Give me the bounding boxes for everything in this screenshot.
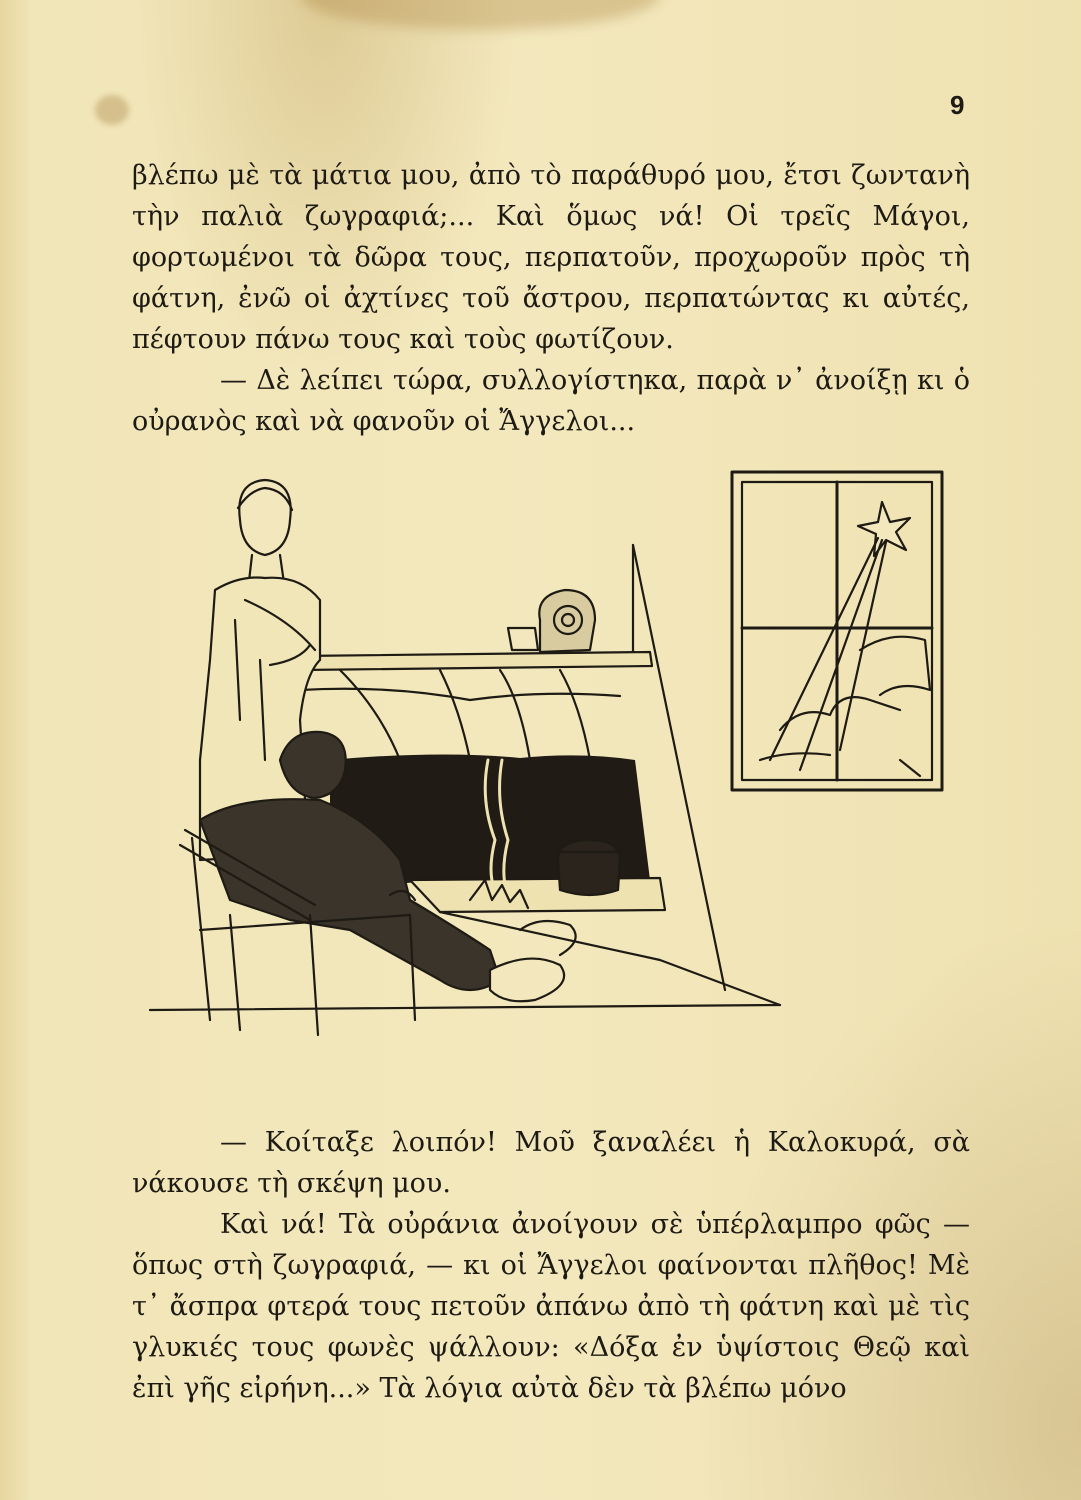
bottom-text	[132, 1122, 970, 1409]
fireplace-illustration	[140, 460, 960, 1070]
paragraph-3: — Κοίταξε λοιπόν! Μοῦ ξαναλέει ἡ Καλοκυρά, σὰ νάκουσε τὴ σκέψη μου.	[132, 1127, 970, 1199]
paragraph-1: βλέπω μὲ τὰ μάτια μου, ἀπὸ τὸ παράθυρό μου, ἔτσι ζωντανὴ τὴν παλιὰ ζωγραφιά;... Καὶ ὅμως νά! Οἱ τρεῖς Μάγοι, φορτωμένοι τὰ δῶρα τους, περπατοῦν, προχωροῦν πρὸς τὴ φάτνη, ἐνῶ οἱ ἀχτίνες τοῦ ἄστρου, περπατώντας κι αὐτές, πέφτουν πάνω τους καὶ τοὺς φωτίζουν.	[132, 160, 970, 355]
paragraph-2: — Δὲ λείπει τώρα, συλλογίστηκα, παρὰ ν᾿ ἀνοίξῃ κι ὁ οὐρανὸς καὶ νὰ φανοῦν οἱ Ἄγγελοι...	[132, 365, 970, 437]
page-number: 9	[950, 90, 965, 120]
paragraph-4: Καὶ νά! Τὰ οὐράνια ἀνοίγουν σὲ ὑπέρλαμπρο φῶς — ὅπως στὴ ζωγραφιά, — κι οἱ Ἄγγελοι φαίνονται πλῆθος! Μὲ τ᾿ ἄσπρα φτερά τους πετοῦν ἀπάνω ἀπὸ τὴ φάτνη καὶ μὲ τὶς γλυκιές τους φωνὲς ψάλλουν: «Δόξα ἐν ὑψίστοις Θεῷ καὶ ἐπὶ γῆς εἰρήνη...» Τὰ λόγια αὐτὰ δὲν τὰ βλέπω μόνο	[132, 1209, 970, 1404]
ink-spot	[95, 95, 129, 125]
water-stain-top	[300, 0, 660, 30]
top-text	[132, 155, 970, 442]
window-drawing	[732, 472, 942, 790]
